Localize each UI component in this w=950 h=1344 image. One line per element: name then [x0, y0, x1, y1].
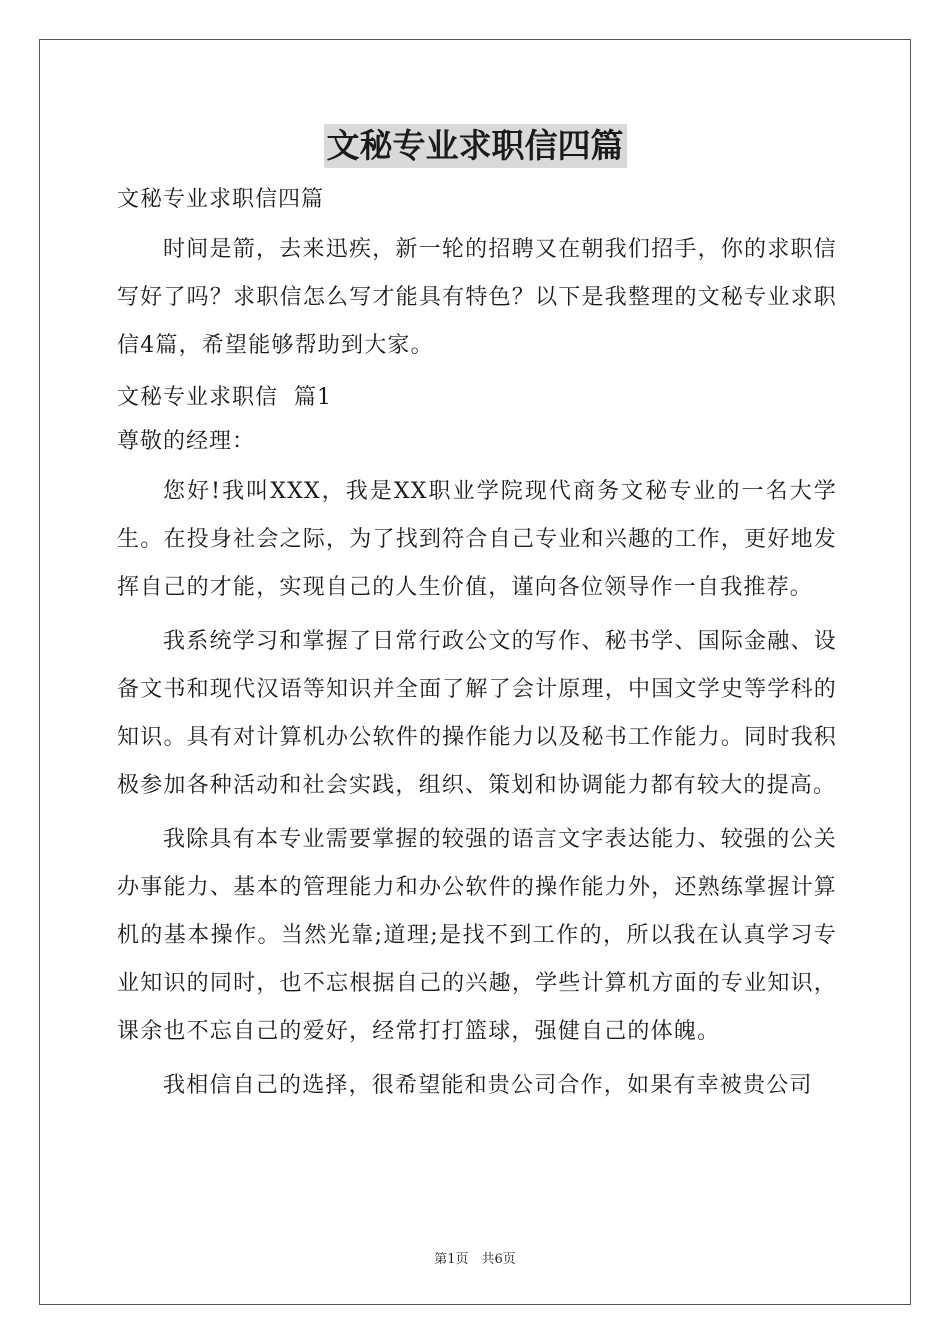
- intro-paragraph: 时间是箭，去来迅疾，新一轮的招聘又在朝我们招手，你的求职信写好了吗？求职信怎么写才能具有特色？以下是我整理的文秘专业求职信4篇，希望能够帮助到大家。: [117, 237, 837, 358]
- title-container: [0, 124, 950, 168]
- salutation: 尊敬的经理：: [117, 429, 256, 454]
- section-heading: 文秘专业求职信 篇1: [117, 385, 332, 410]
- document-title: 文秘专业求职信四篇: [324, 124, 627, 168]
- body-paragraph: 您好!我叫XXX，我是XX职业学院现代商务文秘专业的一名大学生。在投身社会之际，为了找到符合自己专业和兴趣的工作，更好地发挥自己的才能，实现自己的人生价值，谨向各位领导作一自我推荐。: [117, 479, 837, 600]
- body-paragraph: 我相信自己的选择，很希望能和贵公司合作，如果有幸被贵公司: [163, 1073, 813, 1098]
- page-number: 第1页 共6页: [434, 1252, 516, 1267]
- body-paragraph: 我除具有本专业需要掌握的较强的语言文字表达能力、较强的公关办事能力、基本的管理能力和办公软件的操作能力外，还熟练掌握计算机的基本操作。当然光靠;道理;是找不到工作的，所以我在认真学习专业知识的同时，也不忘根据自己的兴趣，学些计算机方面的专业知识，课余也不忘自己的爱好，经常打打篮球，强健自己的体魄。: [117, 827, 837, 1044]
- document-subtitle: 文秘专业求职信四篇: [117, 187, 325, 212]
- document-body: [117, 178, 837, 1116]
- body-paragraph: 我系统学习和掌握了日常行政公文的写作、秘书学、国际金融、设备文书和现代汉语等知识并全面了解了会计原理，中国文学史等学科的知识。具有对计算机办公软件的操作能力以及秘书工作能力。同时我积极参加各种活动和社会实践，组织、策划和协调能力都有较大的提高。: [117, 629, 837, 798]
